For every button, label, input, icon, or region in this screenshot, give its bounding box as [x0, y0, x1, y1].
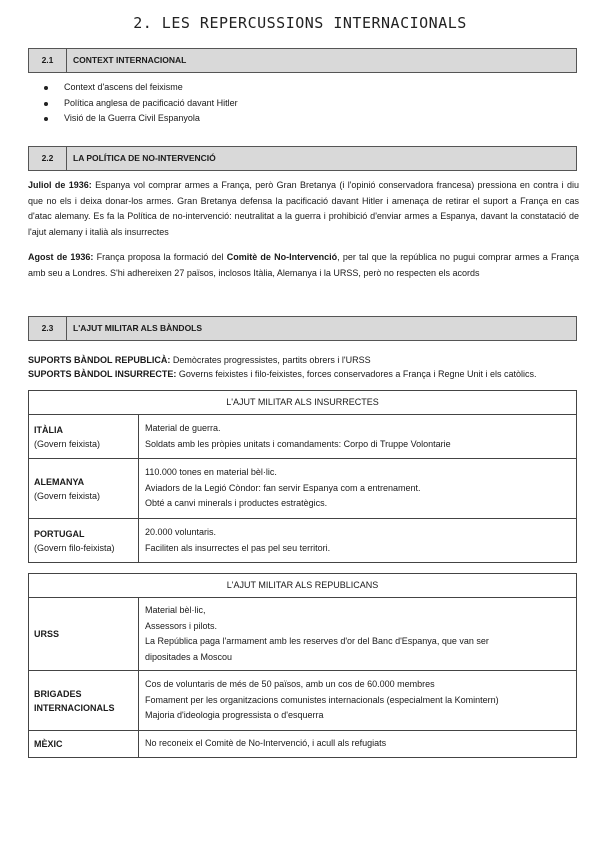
- row-country: [29, 415, 139, 459]
- table-row: [29, 519, 577, 563]
- table-row: [29, 459, 577, 519]
- row-country: [29, 671, 139, 731]
- section-header-military-aid: [28, 316, 577, 341]
- paragraph-lead: Agost de 1936:: [28, 252, 94, 262]
- table-row: [29, 415, 577, 459]
- row-description: [139, 598, 577, 671]
- bullet-icon: [44, 117, 48, 121]
- table-insurgent-aid: [28, 390, 577, 563]
- list-item: [44, 80, 238, 96]
- section-title: LA POLÍTICA DE NO-INTERVENCIÓ: [73, 153, 216, 164]
- row-description: [139, 671, 577, 731]
- paragraph-lead: Juliol de 1936:: [28, 180, 92, 190]
- support-text: Demòcrates progressistes, partits obrers i l'URSS: [170, 355, 371, 365]
- country-name: URSS: [34, 629, 60, 639]
- country-name: ITÀLIA: [34, 424, 63, 435]
- description-line: La República paga l'armament amb les reserves d'or del Banc d'Espanya, que van ser: [145, 636, 489, 646]
- country-name: BRIGADES: [34, 688, 82, 699]
- section-number: 2.3: [29, 317, 67, 340]
- row-country: [29, 459, 139, 519]
- list-item-text: Política anglesa de pacificació davant Hitler: [64, 97, 238, 108]
- support-label: SUPORTS BÀNDOL INSURRECTE:: [28, 369, 177, 379]
- description-line: dipositades a Moscou: [145, 651, 233, 662]
- row-country: [29, 731, 139, 758]
- section-title: CONTEXT INTERNACIONAL: [73, 55, 187, 66]
- description-line: Soldats amb les pròpies unitats i comandaments: Corpo di Truppe Volontarie: [145, 438, 451, 449]
- context-bullet-list: [44, 80, 238, 127]
- row-description: [139, 519, 577, 563]
- paragraph-july-1936: [28, 178, 579, 240]
- section-number: 2.1: [29, 49, 67, 72]
- description-line: Obté a canvi minerals i productes estratègics.: [145, 498, 328, 509]
- description-line: Fomament per les organitzacions comunistes internacionals (especialment la Komintern): [145, 694, 499, 705]
- table-row: [29, 731, 577, 758]
- page-title: 2. LES REPERCUSSIONS INTERNACIONALS: [133, 14, 467, 32]
- paragraph-text: , per tal que la república no pugui comprar armes a França amb seu a Londres. S'hi adhereixen 27 països, inclosos Itàlia, Alemanya i la URSS, però no respecten els acords: [28, 252, 579, 278]
- country-name: PORTUGAL: [34, 528, 85, 539]
- bullet-icon: [44, 102, 48, 106]
- paragraph-bold-term: Comitè de No-Intervenció: [226, 252, 338, 262]
- bullet-icon: [44, 86, 48, 90]
- description-line: 110.000 tones en material bèl·lic.: [145, 467, 277, 478]
- section-header-context: [28, 48, 577, 73]
- country-government: (Govern filo-feixista): [34, 542, 115, 553]
- country-name: MÈXIC: [34, 738, 63, 749]
- section-title: L'AJUT MILITAR ALS BÀNDOLS: [73, 323, 203, 334]
- list-item: [44, 96, 238, 112]
- section-number: 2.2: [29, 147, 67, 170]
- description-line: Majoria d'ideologia progressista o d'esquerra: [145, 710, 324, 721]
- table-row: [29, 598, 577, 671]
- row-country: [29, 519, 139, 563]
- table-header: L'AJUT MILITAR ALS REPUBLICANS: [29, 574, 577, 598]
- table-republican-aid: [28, 573, 577, 758]
- country-government: (Govern feixista): [34, 438, 101, 449]
- row-country: [29, 598, 139, 671]
- list-item-text: Context d'ascens del feixisme: [64, 82, 183, 92]
- row-description: [139, 459, 577, 519]
- description-line: No reconeix el Comitè de No-Intervenció, i acull als refugiats: [145, 738, 387, 748]
- paragraph-text: Espanya vol comprar armes a França, però Gran Bretanya (i l'opinió conservadora francesa) pressiona en contra i diu que no els i deixa donar-los armes. Gran Bretanya defensa la pacificació davant Hitler i amenaça de retirar el suport a França en cas d'atac alemany. Es fa la Política de no-intervenció: neutralitat a la guerra i prohibició d'enviar armes a Espanya, davant la constatació de l'ajut alemany i italià als insurrectes: [28, 180, 579, 237]
- support-label: SUPORTS BÀNDOL REPUBLICÀ:: [28, 355, 171, 365]
- description-line: Assessors i pilots.: [145, 620, 218, 631]
- support-republican: [28, 353, 588, 367]
- row-description: [139, 415, 577, 459]
- table-header: L'AJUT MILITAR ALS INSURRECTES: [29, 391, 577, 415]
- country-name-continued: INTERNACIONALS: [34, 702, 115, 713]
- description-line: Material bèl·lic,: [145, 605, 206, 615]
- section-header-non-intervention: [28, 146, 577, 171]
- description-line: Material de guerra.: [145, 423, 221, 433]
- list-item: [44, 111, 238, 127]
- table-row: [29, 671, 577, 731]
- list-item-text: Visió de la Guerra Civil Espanyola: [64, 113, 200, 123]
- description-line: Faciliten als insurrectes el pas pel seu territori.: [145, 542, 331, 553]
- paragraph-august-1936: [28, 250, 579, 281]
- support-insurgent: [28, 367, 588, 381]
- description-line: Aviadors de la Legió Còndor: fan servir Espanya com a entrenament.: [145, 482, 421, 493]
- description-line: 20.000 voluntaris.: [145, 527, 217, 537]
- support-text: Governs feixistes i filo-feixistes, forces conservadores a França i Regne Unit i els catòlics.: [176, 369, 537, 379]
- paragraph-text: França proposa la formació del: [93, 252, 227, 262]
- row-description: [139, 731, 577, 758]
- country-government: (Govern feixista): [34, 490, 101, 501]
- country-name: ALEMANYA: [34, 476, 85, 487]
- description-line: Cos de voluntaris de més de 50 països, amb un cos de 60.000 membres: [145, 679, 435, 690]
